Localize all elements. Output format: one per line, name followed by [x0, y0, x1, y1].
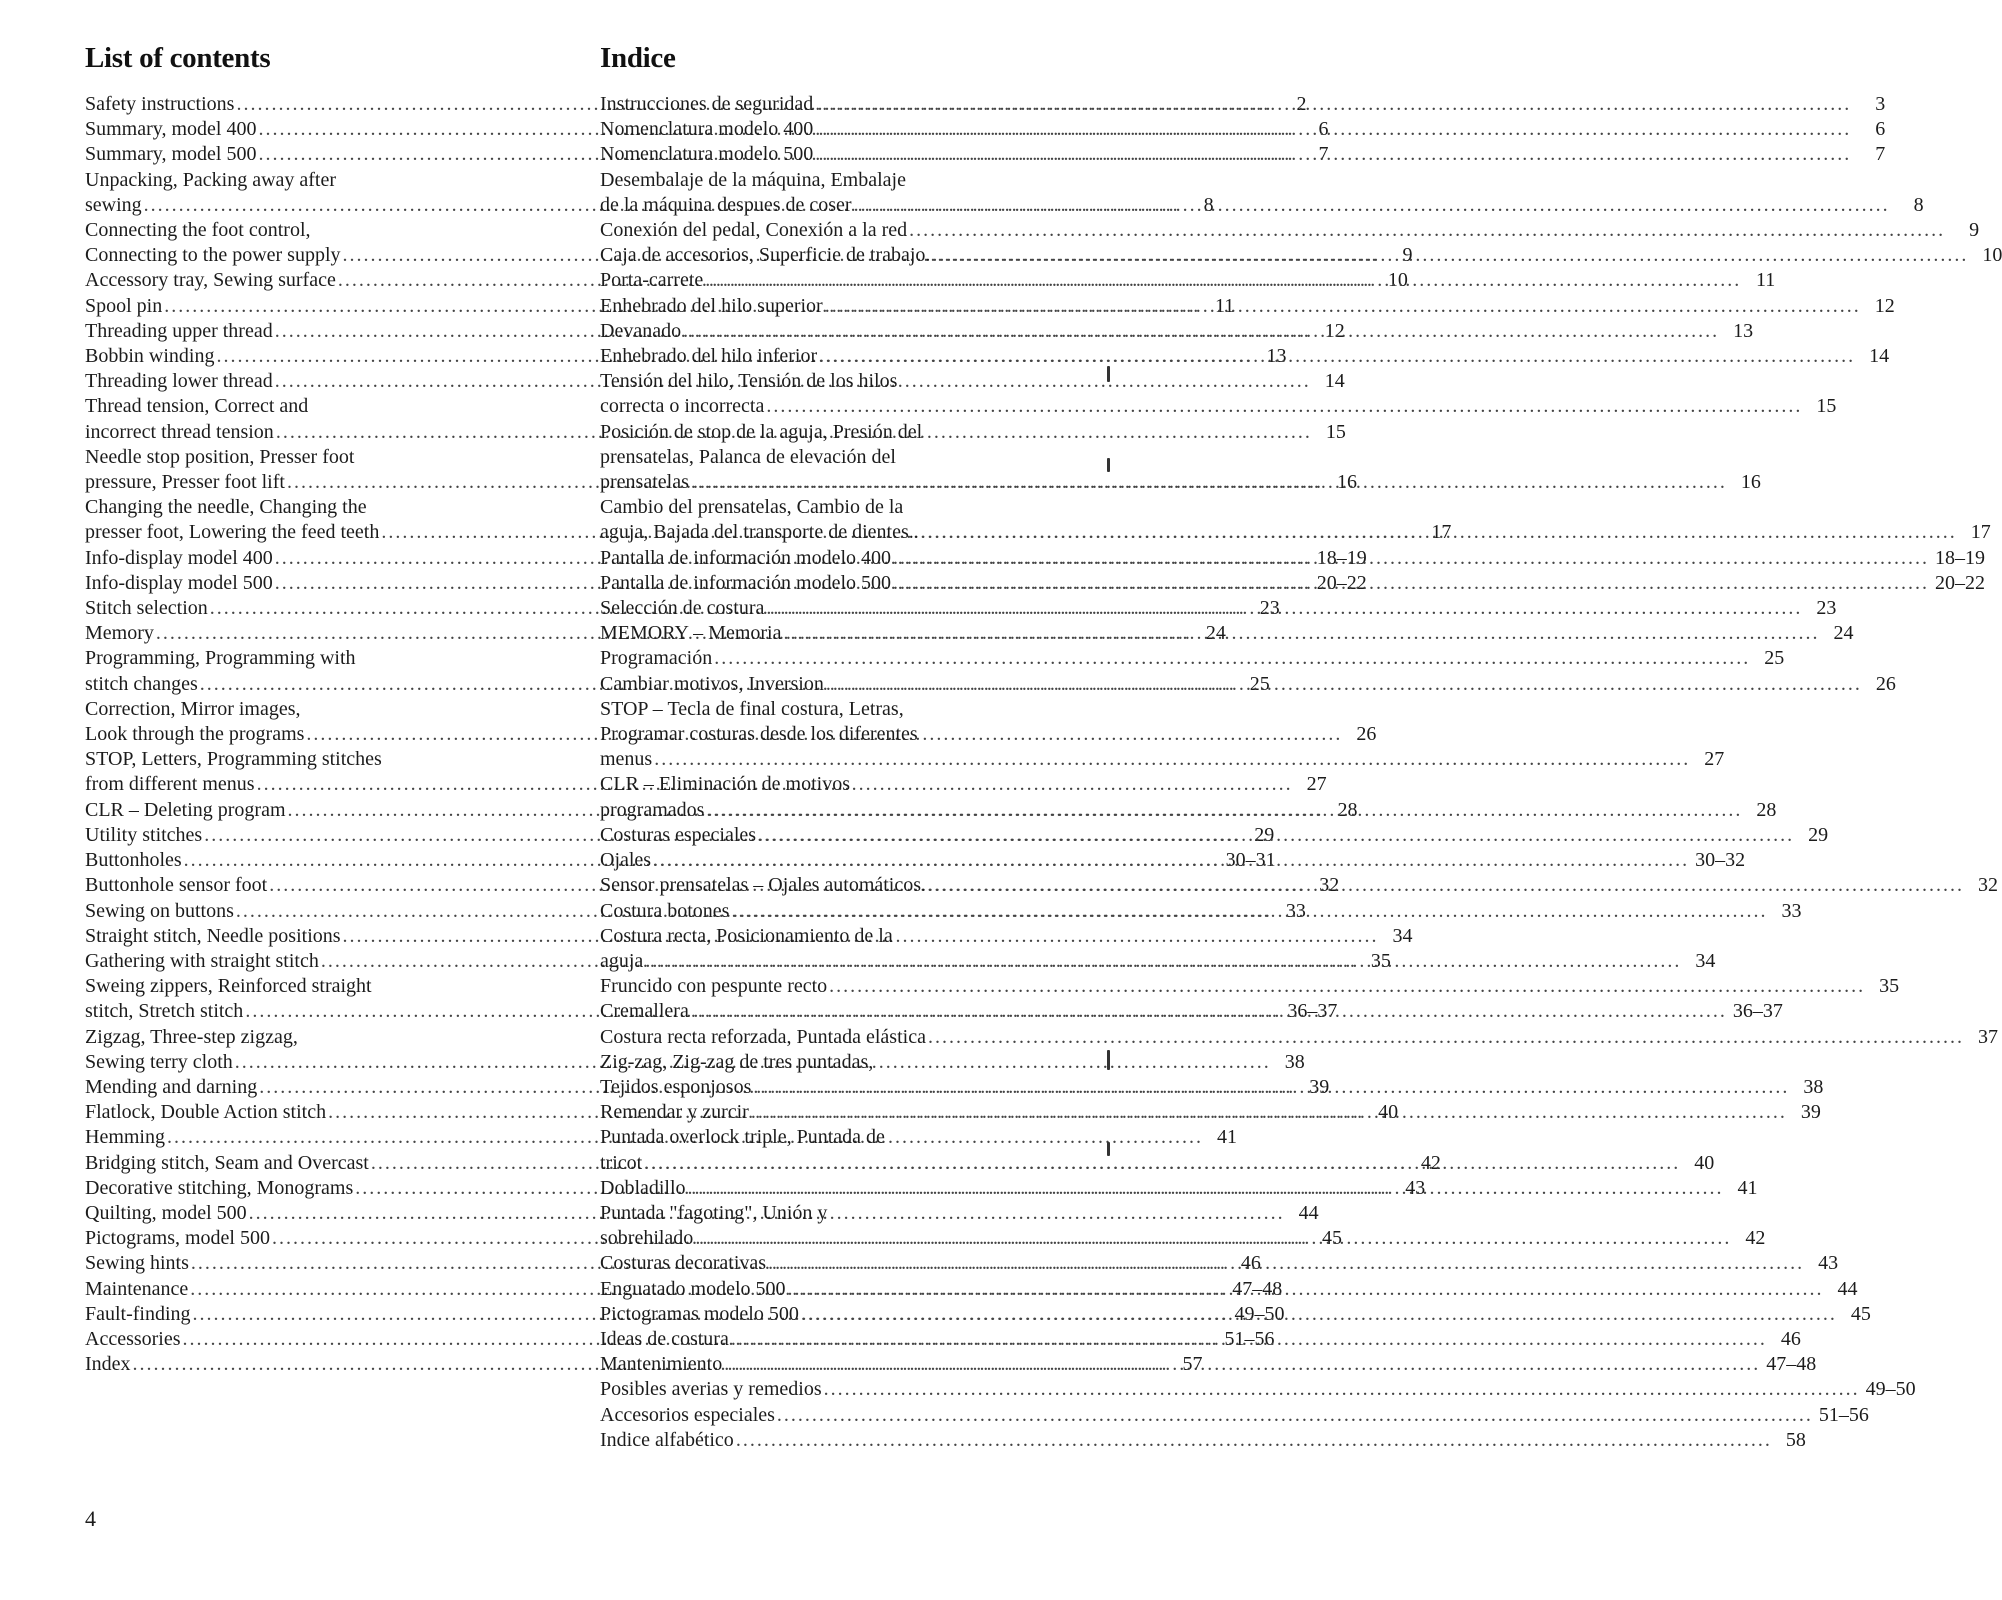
- toc-entry-title: Tejidos esponjosos: [600, 1075, 752, 1098]
- toc-entry: [600, 873, 1999, 898]
- toc-entry: [600, 571, 1986, 596]
- dot-leader: [932, 243, 1968, 268]
- toc-entry-title: sobrehilado: [600, 1227, 694, 1250]
- dot-leader: [654, 747, 1690, 772]
- toc-entry-page: 25: [1764, 647, 1785, 670]
- toc-entry-page: 14: [1869, 345, 1890, 368]
- toc-entry-title: Enhebrado del hilo inferior: [600, 345, 818, 368]
- toc-entry-title: Pictograms, model 500: [85, 1227, 270, 1250]
- toc-entry-page: 16: [1336, 471, 1357, 494]
- toc-entry-title: Enguatado modelo 500: [600, 1277, 786, 1300]
- toc-entry-title-line: Costura recta, Posicionamiento de la: [600, 924, 893, 947]
- toc-entry-title: aguja, Bajada del transporte de dientes..: [600, 521, 919, 544]
- toc-entry-title-line: Correction, Mirror images,: [85, 697, 301, 720]
- toc-entry-title: Index: [85, 1353, 131, 1376]
- toc-entry-page: 8: [1913, 193, 1924, 216]
- toc-entry-page: 29: [1254, 823, 1275, 846]
- page-title-spanish: Indice: [600, 42, 676, 74]
- toc-entry-title: Safety instructions: [85, 93, 235, 115]
- toc-entry: [600, 1403, 1869, 1428]
- toc-entry-title-line: Programar costuras desde los diferentes: [600, 723, 918, 746]
- toc-entry-page: 24: [1833, 622, 1854, 645]
- toc-entry-title: Nomenclatura modelo 400: [600, 118, 814, 141]
- toc-entry-title: Sensor prensatelas – Ojales automáticos.: [600, 874, 927, 897]
- toc-entry-title: Memory: [85, 622, 154, 645]
- toc-entry-title-line: Tensión del hilo, Tensión de los hilos: [600, 370, 898, 393]
- toc-entry-title: Threading lower thread: [85, 370, 273, 393]
- toc-entry: [600, 546, 1986, 571]
- toc-entry-title-line: Thread tension, Correct and: [85, 395, 309, 418]
- toc-entry-title: CLR – Deleting program: [85, 798, 286, 821]
- toc-entry-page: 23: [1259, 597, 1280, 620]
- dot-leader: [691, 999, 1727, 1024]
- toc-entry: [600, 974, 1900, 999]
- toc-entry-page: 35: [1879, 975, 1900, 998]
- toc-entry: [600, 218, 1980, 243]
- toc-entry-page: 33: [1781, 899, 1802, 922]
- toc-entry-page: 11: [1756, 269, 1776, 292]
- toc-entry-page: 7: [1875, 143, 1886, 166]
- toc-entry-title: stitch changes: [85, 672, 198, 695]
- toc-entry-title: Stitch selection: [85, 597, 208, 620]
- dot-leader: [753, 1075, 1789, 1100]
- toc-entry-title: Devanado: [600, 319, 682, 342]
- toc-entry-title: Flatlock, Double Action stitch: [85, 1101, 327, 1124]
- toc-entry-page: 17: [1431, 521, 1452, 544]
- toc-entry-page: 12: [1874, 294, 1895, 317]
- toc-entry-page: 41: [1217, 1126, 1237, 1149]
- toc-entry-page: 28: [1756, 798, 1777, 821]
- toc-entry-page: 2: [1296, 93, 1307, 115]
- toc-entry-title: Mantenimiento: [600, 1353, 723, 1376]
- toc-entry-title: Indice alfabético: [600, 1428, 734, 1451]
- toc-entry-page: 8: [1203, 193, 1214, 216]
- toc-entry-title-line: Puntada overlock triple, Puntada de: [600, 1126, 885, 1149]
- toc-entry-title: Info-display model 500: [85, 571, 273, 594]
- toc-entry-title-line: Programming, Programming with: [85, 647, 356, 670]
- toc-entry-title: Caja de accesorios, Superficie de trabajo.: [600, 244, 931, 267]
- toc-entry-page: 24: [1205, 622, 1226, 645]
- dot-leader: [777, 1403, 1813, 1428]
- toc-entry-page: 40: [1378, 1101, 1399, 1124]
- toc-entry-title: Gathering with straight stitch: [85, 949, 319, 972]
- toc-entry-title: Accessory tray, Sewing surface: [85, 269, 336, 292]
- toc-entry-page: 30–31: [1225, 849, 1276, 872]
- toc-entry-title: Ojales: [600, 849, 652, 872]
- toc-entry-page: 47–48: [1766, 1353, 1817, 1376]
- dot-leader: [893, 546, 1929, 571]
- toc-entry-title: Fruncido con pespunte recto: [600, 975, 828, 998]
- dot-leader: [731, 1327, 1767, 1352]
- toc-entry-title: Dobladillo: [600, 1176, 686, 1199]
- dot-leader: [766, 394, 1802, 419]
- toc-entry-title-line: STOP, Letters, Programming stitches: [85, 748, 382, 771]
- toc-entry: [600, 899, 1802, 924]
- toc-entry: [600, 1428, 1806, 1453]
- dot-leader: [825, 294, 1861, 319]
- toc-entry-title-line: Unpacking, Packing away after: [85, 168, 337, 191]
- toc-entry-page: 13: [1266, 345, 1287, 368]
- toc-entry-page: 20–22: [1935, 571, 1986, 594]
- toc-entry-title: menus: [600, 748, 653, 771]
- toc-entry-page: 46: [1240, 1252, 1261, 1275]
- toc-entry-page: 43: [1818, 1252, 1839, 1275]
- toc-entry-title: Summary, model 500: [85, 143, 257, 166]
- toc-entry-title-line: CLR – Eliminación de motivos: [600, 773, 850, 796]
- toc-entry-page: 57: [1182, 1353, 1203, 1376]
- toc-entry-page: 26: [1356, 723, 1377, 746]
- toc-entry: [600, 999, 1783, 1024]
- dot-leader: [815, 142, 1851, 167]
- toc-entry-title: Costura botones: [600, 899, 730, 922]
- toc-entry-page: 32: [1978, 874, 1999, 897]
- dot-leader: [788, 1277, 1824, 1302]
- toc-entry: [600, 646, 1785, 671]
- toc-entry-title: Bobbin winding: [85, 345, 215, 368]
- toc-entry-page: 45: [1321, 1227, 1342, 1250]
- toc-entry-page: 44: [1837, 1277, 1858, 1300]
- toc-entry-title: stitch, Stretch stitch: [85, 1000, 244, 1023]
- toc-entry-page: 15: [1325, 420, 1346, 443]
- dot-leader: [736, 1428, 1772, 1453]
- toc-entry-title: Costura recta reforzada, Puntada elástica: [600, 1025, 926, 1048]
- toc-entry-title: Hemming: [85, 1126, 165, 1149]
- toc-entry-page: 23: [1816, 597, 1837, 620]
- toc-entry-title: Nomenclatura modelo 500: [600, 143, 814, 166]
- toc-entry-title: Costuras decorativas: [600, 1252, 767, 1275]
- dot-leader: [714, 646, 1750, 671]
- toc-entry-title: from different menus: [85, 773, 255, 796]
- toc-entry-title: Sewing on buttons: [85, 899, 234, 922]
- toc-entry-title: Selección de costura: [600, 597, 765, 620]
- toc-entry-title: Costuras especiales: [600, 823, 757, 846]
- toc-entry-page: 39: [1800, 1101, 1821, 1124]
- toc-entry-title: tricot: [600, 1151, 643, 1174]
- dot-leader: [824, 1377, 1860, 1402]
- toc-entry-page: 15: [1816, 395, 1837, 418]
- toc-entry-page: 16: [1740, 471, 1761, 494]
- toc-entry-title-line: Cambio del prensatelas, Cambio de la: [600, 496, 904, 519]
- toc-entry: [600, 168, 1924, 218]
- toc-entry-page: 14: [1324, 370, 1345, 393]
- toc-entry-page: 46: [1780, 1327, 1801, 1350]
- toc-entry-title-line: Needle stop position, Presser foot: [85, 445, 355, 468]
- toc-entry-title: Mending and darning: [85, 1075, 258, 1098]
- toc-entry-page: 20–22: [1316, 571, 1367, 594]
- toc-entry-title: Decorative stitching, Monograms: [85, 1176, 354, 1199]
- toc-entry-page: 10: [1982, 244, 2002, 267]
- toc-entry-title-line: STOP – Tecla de final costura, Letras,: [600, 697, 904, 720]
- toc-entry-page: 33: [1285, 899, 1306, 922]
- toc-entry-page: 47–48: [1232, 1277, 1283, 1300]
- toc-entry-title: Spool pin: [85, 294, 163, 317]
- toc-entry-page: 42: [1745, 1227, 1766, 1250]
- toc-entry-title: Info-display model 400: [85, 546, 273, 569]
- toc-entry-page: 6: [1875, 118, 1886, 141]
- toc-entry-page: 39: [1309, 1075, 1330, 1098]
- dot-leader: [705, 268, 1741, 293]
- toc-entry-title: sewing: [85, 193, 142, 216]
- toc-entry-page: 40: [1694, 1151, 1715, 1174]
- toc-entry-page: 11: [1214, 294, 1235, 317]
- toc-entry-title: correcta o incorrecta: [600, 395, 765, 418]
- toc-entry: [600, 92, 1886, 117]
- toc-entry-page: 25: [1249, 672, 1270, 695]
- toc-entry: [600, 621, 1854, 646]
- toc-entry-title: pressure, Presser foot lift: [85, 471, 285, 494]
- toc-entry-title: Programación: [600, 647, 713, 670]
- toc-entry-page: 51–56: [1818, 1403, 1869, 1426]
- toc-entry-page: 41: [1737, 1176, 1758, 1199]
- toc-entry-page: 27: [1306, 773, 1327, 796]
- dot-leader: [751, 1100, 1787, 1125]
- toc-entry-title: Conexión del pedal, Conexión a la red: [600, 219, 908, 242]
- toc-entry-page: 36–37: [1732, 1000, 1783, 1023]
- toc-entry-page: 49–50: [1234, 1302, 1285, 1325]
- toc-entry-title: aguja: [600, 949, 644, 972]
- toc-entry-page: 38: [1803, 1075, 1824, 1098]
- toc-entry: [600, 1025, 1998, 1050]
- toc-entry-title: Buttonholes: [85, 849, 182, 872]
- toc-entry-page: 58: [1785, 1428, 1806, 1451]
- dot-leader: [928, 873, 1964, 898]
- toc-entry: [600, 117, 1886, 142]
- toc-entry-title: presser foot, Lowering the feed teeth: [85, 521, 380, 544]
- toc-entry-title: Utility stitches: [85, 823, 203, 846]
- toc-entry-page: 9: [1969, 219, 1980, 242]
- toc-entry-title: Quilting, model 500: [85, 1201, 247, 1224]
- toc-entry-title: Cremallera: [600, 1000, 689, 1023]
- dot-leader: [706, 798, 1742, 823]
- toc-entry-title: Accesorios especiales: [600, 1403, 775, 1426]
- toc-entry-title: Maintenance: [85, 1277, 189, 1300]
- toc-entry-page: 30–32: [1695, 849, 1746, 872]
- toc-entry-title-line: Zig-zag, Zig-zag de tres puntadas,: [600, 1050, 874, 1073]
- toc-entry-title: Look through the programs: [85, 723, 305, 746]
- toc-entry: [600, 1377, 1916, 1402]
- toc-entry-title: Instrucciones de seguridad: [600, 93, 814, 115]
- toc-entry-title: MEMORY – Memoria: [600, 622, 782, 645]
- dot-leader: [815, 117, 1851, 142]
- toc-entry-page: 27: [1704, 748, 1725, 771]
- toc-entry-page: 12: [1324, 319, 1345, 342]
- toc-entry-page: 49–50: [1865, 1378, 1916, 1401]
- toc-entry-title: programados: [600, 798, 705, 821]
- dot-leader: [724, 1352, 1760, 1377]
- toc-entry-page: 26: [1875, 672, 1896, 695]
- toc-entry-page: 7: [1318, 143, 1329, 166]
- toc-entry-title: Connecting to the power supply: [85, 244, 341, 267]
- toc-entry-page: 18–19: [1935, 546, 1986, 569]
- toc-entry-page: 34: [1392, 924, 1413, 947]
- dot-leader: [768, 1251, 1804, 1276]
- margin-mark: [1107, 1050, 1110, 1070]
- toc-entry-title: Ideas de costura: [600, 1327, 729, 1350]
- toc-entry-title: prensatelas: [600, 471, 689, 494]
- toc-entry-page: 42: [1420, 1151, 1441, 1174]
- dot-leader: [688, 1176, 1724, 1201]
- dot-leader: [893, 571, 1929, 596]
- dot-leader: [644, 1151, 1680, 1176]
- toc-entry-title: Accessories: [85, 1327, 181, 1350]
- toc-entry-title: Porta-carrete: [600, 269, 704, 292]
- toc-entry-title-line: Puntada "fagoting", Unión y: [600, 1201, 828, 1224]
- toc-entry-title: Enhebrado del hilo superior: [600, 294, 823, 317]
- toc-entry-page: 6: [1318, 118, 1329, 141]
- toc-entry-page: 10: [1387, 269, 1408, 292]
- dot-leader: [921, 520, 1957, 545]
- toc-entry-title: Buttonhole sensor foot: [85, 874, 268, 897]
- dot-leader: [829, 974, 1865, 999]
- toc-entry-page: 43: [1405, 1176, 1426, 1199]
- toc-entry-title: Fault-finding: [85, 1302, 191, 1325]
- toc-entry-title: de la máquina despues de coser: [600, 193, 852, 216]
- toc-entry-title: Remendar y zurcir: [600, 1101, 749, 1124]
- toc-entry-page: 34: [1695, 949, 1716, 972]
- toc-entry-title-line: Sweing zippers, Reinforced straight: [85, 975, 372, 998]
- dot-leader: [691, 470, 1727, 495]
- dot-leader: [766, 596, 1802, 621]
- toc-entry-page: 37: [1977, 1025, 1998, 1048]
- dot-leader: [928, 1025, 1964, 1050]
- dot-leader: [653, 848, 1689, 873]
- dot-leader: [783, 621, 1819, 646]
- dot-leader: [909, 218, 1945, 243]
- toc-entry-title: Summary, model 400: [85, 118, 257, 141]
- toc-entry-page: 44: [1298, 1201, 1319, 1224]
- toc-entry-title-line: Connecting the foot control,: [85, 219, 311, 242]
- toc-entry-title: Pantalla de información modelo 400: [600, 546, 892, 569]
- toc-entry-page: 38: [1284, 1050, 1305, 1073]
- toc-entry-title-line: Changing the needle, Changing the: [85, 496, 367, 519]
- toc-entry-title: Cambiar motivos, Inversion: [600, 672, 824, 695]
- margin-mark: [1107, 366, 1110, 382]
- dot-leader: [645, 949, 1681, 974]
- toc-entry-page: 18–19: [1316, 546, 1367, 569]
- dot-leader: [815, 92, 1851, 117]
- toc-entry-page: 13: [1733, 319, 1754, 342]
- toc-entry-title: Pantalla de información modelo 500: [600, 571, 892, 594]
- toc-entry-title: Bridging stitch, Seam and Overcast: [85, 1151, 369, 1174]
- toc-entry: [600, 823, 1829, 848]
- toc-entry-page: 45: [1850, 1302, 1871, 1325]
- toc-entry-title: Threading upper thread: [85, 319, 273, 342]
- toc-entry-page: 36–37: [1287, 1000, 1338, 1023]
- toc-entry-page: 35: [1370, 949, 1391, 972]
- dot-leader: [758, 823, 1794, 848]
- toc-entry-page: 28: [1337, 798, 1358, 821]
- dot-leader: [801, 1302, 1837, 1327]
- toc-entry-page: 17: [1970, 521, 1991, 544]
- page-number: 4: [85, 1506, 96, 1531]
- toc-entry-title-line: Posición de stop de la aguja, Presión del: [600, 420, 923, 443]
- dot-leader: [731, 899, 1767, 924]
- toc-entry: [600, 142, 1886, 167]
- dot-leader: [819, 344, 1855, 369]
- toc-entry-title: Straight stitch, Needle positions: [85, 924, 341, 947]
- toc-entry-page: 51–56: [1224, 1327, 1275, 1350]
- toc-entry-title-line: Zigzag, Three-step zigzag,: [85, 1025, 298, 1048]
- margin-mark: [1107, 458, 1110, 472]
- toc-entry-page: 3: [1875, 93, 1886, 115]
- page-title-english: List of contents: [85, 42, 271, 74]
- toc-entry: [600, 596, 1837, 621]
- toc-entry-page: 32: [1319, 874, 1340, 897]
- toc-entry-page: 9: [1402, 244, 1413, 267]
- toc-entry-title: Sewing terry cloth: [85, 1050, 233, 1073]
- dot-leader: [854, 193, 1890, 218]
- toc-entry: [600, 495, 1991, 545]
- toc-entry-title: Pictogramas modelo 500: [600, 1302, 799, 1325]
- dot-leader: [695, 1226, 1731, 1251]
- toc-entry-title: Sewing hints: [85, 1252, 189, 1275]
- toc-entry: [600, 243, 2002, 268]
- toc-entry-page: 29: [1808, 823, 1829, 846]
- dot-leader: [683, 319, 1719, 344]
- toc-entry-title: Posibles averias y remedios: [600, 1378, 822, 1401]
- toc-entry-title: incorrect thread tension: [85, 420, 274, 443]
- toc-entry-title-line: Desembalaje de la máquina, Embalaje: [600, 168, 906, 191]
- margin-mark: [1107, 1142, 1110, 1156]
- toc-entry-title-line: prensatelas, Palanca de elevación del: [600, 445, 896, 468]
- dot-leader: [826, 672, 1862, 697]
